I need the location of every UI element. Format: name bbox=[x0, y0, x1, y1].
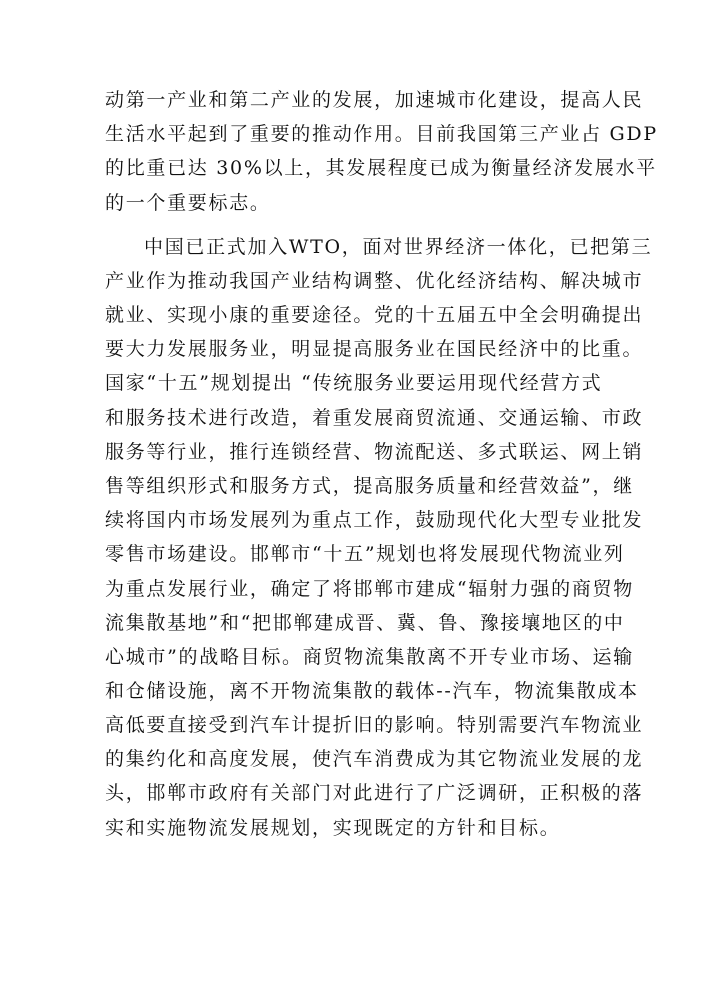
text-line: 服务等行业，推行连锁经营、物流配送、多式联运、网上销 bbox=[105, 441, 644, 463]
text-line: 中国已正式加入WTO，面对世界经济一体化，已把第三 bbox=[144, 236, 653, 258]
text-line: 流集散基地”和“把邯郸建成晋、冀、鲁、豫接壤地区的中 bbox=[105, 612, 625, 634]
text-line: 的比重已达 30%以上，其发展程度已成为衡量经济发展水平 bbox=[105, 157, 657, 179]
text-line: 和仓储设施，离不开物流集散的载体--汽车，物流集散成本 bbox=[105, 680, 639, 702]
text-line: 为重点发展行业，确定了将邯郸市建成“辐射力强的商贸物 bbox=[105, 578, 634, 600]
text-line: 心城市”的战略目标。商贸物流集散离不开专业市场、运输 bbox=[105, 646, 634, 668]
text-line: 国家“十五”规划提出 “传统服务业要运用现代经营方式 bbox=[105, 372, 603, 394]
text-line: 要大力发展服务业，明显提高服务业在国民经济中的比重。 bbox=[105, 338, 644, 360]
text-line: 产业作为推动我国产业结构调整、优化经济结构、解决城市 bbox=[105, 270, 644, 292]
text-line: 和服务技术进行改造，着重发展商贸流通、交通运输、市政 bbox=[105, 407, 644, 429]
text-line: 续将国内市场发展列为重点工作，鼓励现代化大型专业批发 bbox=[105, 509, 644, 531]
text-line: 售等组织形式和服务方式，提高服务质量和经营效益”，继 bbox=[105, 475, 634, 497]
text-line: 高低要直接受到汽车计提折旧的影响。特别需要汽车物流业 bbox=[105, 714, 644, 736]
text-line: 的集约化和高度发展，使汽车消费成为其它物流业发展的龙 bbox=[105, 748, 644, 770]
text-line: 动第一产业和第二产业的发展，加速城市化建设，提高人民 bbox=[105, 89, 644, 111]
text-line: 生活水平起到了重要的推动作用。目前我国第三产业占 GDP bbox=[105, 123, 658, 145]
text-line: 的一个重要标志。 bbox=[105, 192, 271, 214]
text-line: 就业、实现小康的重要途径。党的十五届五中全会明确提出 bbox=[105, 304, 644, 326]
text-line: 头，邯郸市政府有关部门对此进行了广泛调研，正积极的落 bbox=[105, 782, 644, 804]
text-line: 实和实施物流发展规划，实现既定的方针和目标。 bbox=[105, 817, 561, 839]
text-line: 零售市场建设。邯郸市“十五”规划也将发展现代物流业列 bbox=[105, 543, 625, 565]
